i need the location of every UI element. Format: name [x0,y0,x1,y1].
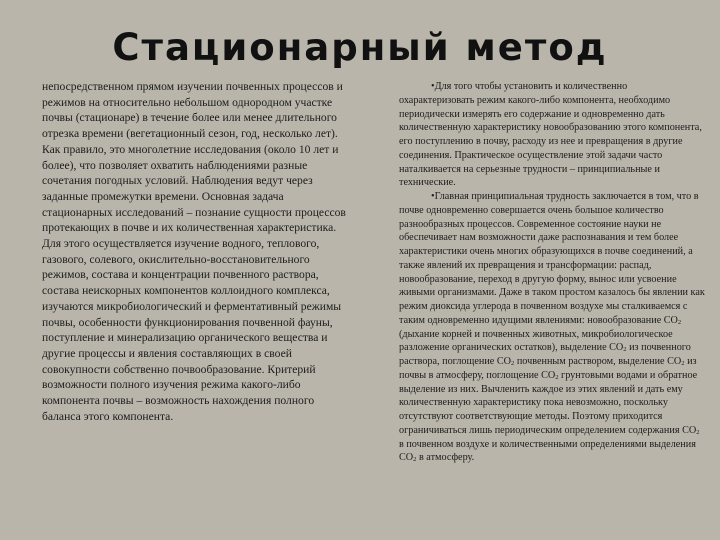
right-paragraph-1: •Для того чтобы установить и количественно охарактеризовать режим какого-либо компонента, необходимо периодически измерять его содержание и одновременно дать количественную характеристику новообразованию этого компонента, его поступлению в почву, расходу из нее и превращения в другие соединения. Практическое осуществление этой задачи часто наталкивается на серьезные трудности – принципиальные и технические. [399,81,702,189]
slide-title: Стационарный метод [112,26,608,69]
right-paragraph-2: •Главная принципиальная трудность заключается в том, что в почве одновременно совершается очень большое количество разнообразных процессов. Современное состояние науки не обеспечивает нам возможности даже распознавания и тем более характеристики очень многих образующихся в почве соединений, а также явлений их превращения и трансформации: распад, новообразование, переход в другую форму, вынос или усвоение живыми организмами. Даже в таком простом казалось бы явлении как режим диоксида углерода в почвенном воздухе мы сталкиваемся с таким одновременно идущими явлениями: новообразование $CO_2$ (дыхание корней и почвенных животных, микробиологическое разложение органических остатков), выделение $CO_2$ из почвенного раствора, поглощение $CO_2$ почвенным раствором, выделение $CO_2$ из почвы в атмосферу, поглощение $CO_2$ грунтовыми водами и обратное выделение из них. Вычленить каждое из этих явлений и дать ему количественную характеристику пока невозможно, поскольку отсутствуют соответствующие методы. Поэтому приходится ограничиваться лишь периодическим определением содержания $CO_2$ в почвенном воздухе и количественными определениями выделения $CO_2$ в атмосферу. [399,191,705,464]
left-column-text: непосредственном прямом изучении почвенных процессов и режимов на относительно небольшом однородном участке почвы (стационаре) в течение более или менее длительного отрезка времени (вегетационный сезон, год, несколько лет). Как правило, это многолетние исследования (около 10 лет и более), что позволяет охватить наблюдениями разные сочетания погодных условий. Наблюдения ведут через заданные промежутки времени. Основная задача стационарных исследований – познание сущности процессов протекающих в почве и их количественная характеристика. Для этого осуществляется изучение водного, теплового, газового, солевого, окислительно-восстановительного режимов, состава и концентрации почвенного раствора, состава неискорных компонентов коллоидного комплекса, изучаются микробиологический и ферментативный режимы почвы, особенности функционирования почвенной фауны, поступление и минерализацию органического вещества и другие процессы и явления составляющих в своей совокупности собственно почвообразование. Критерий возможности полного изучения режима какого-либо компонента почвы – возможность нахождения полного баланса этого компонента. [42,80,346,423]
bullet-icon: • [431,81,435,92]
right-column [399,80,705,465]
bullet-icon: • [431,191,435,202]
